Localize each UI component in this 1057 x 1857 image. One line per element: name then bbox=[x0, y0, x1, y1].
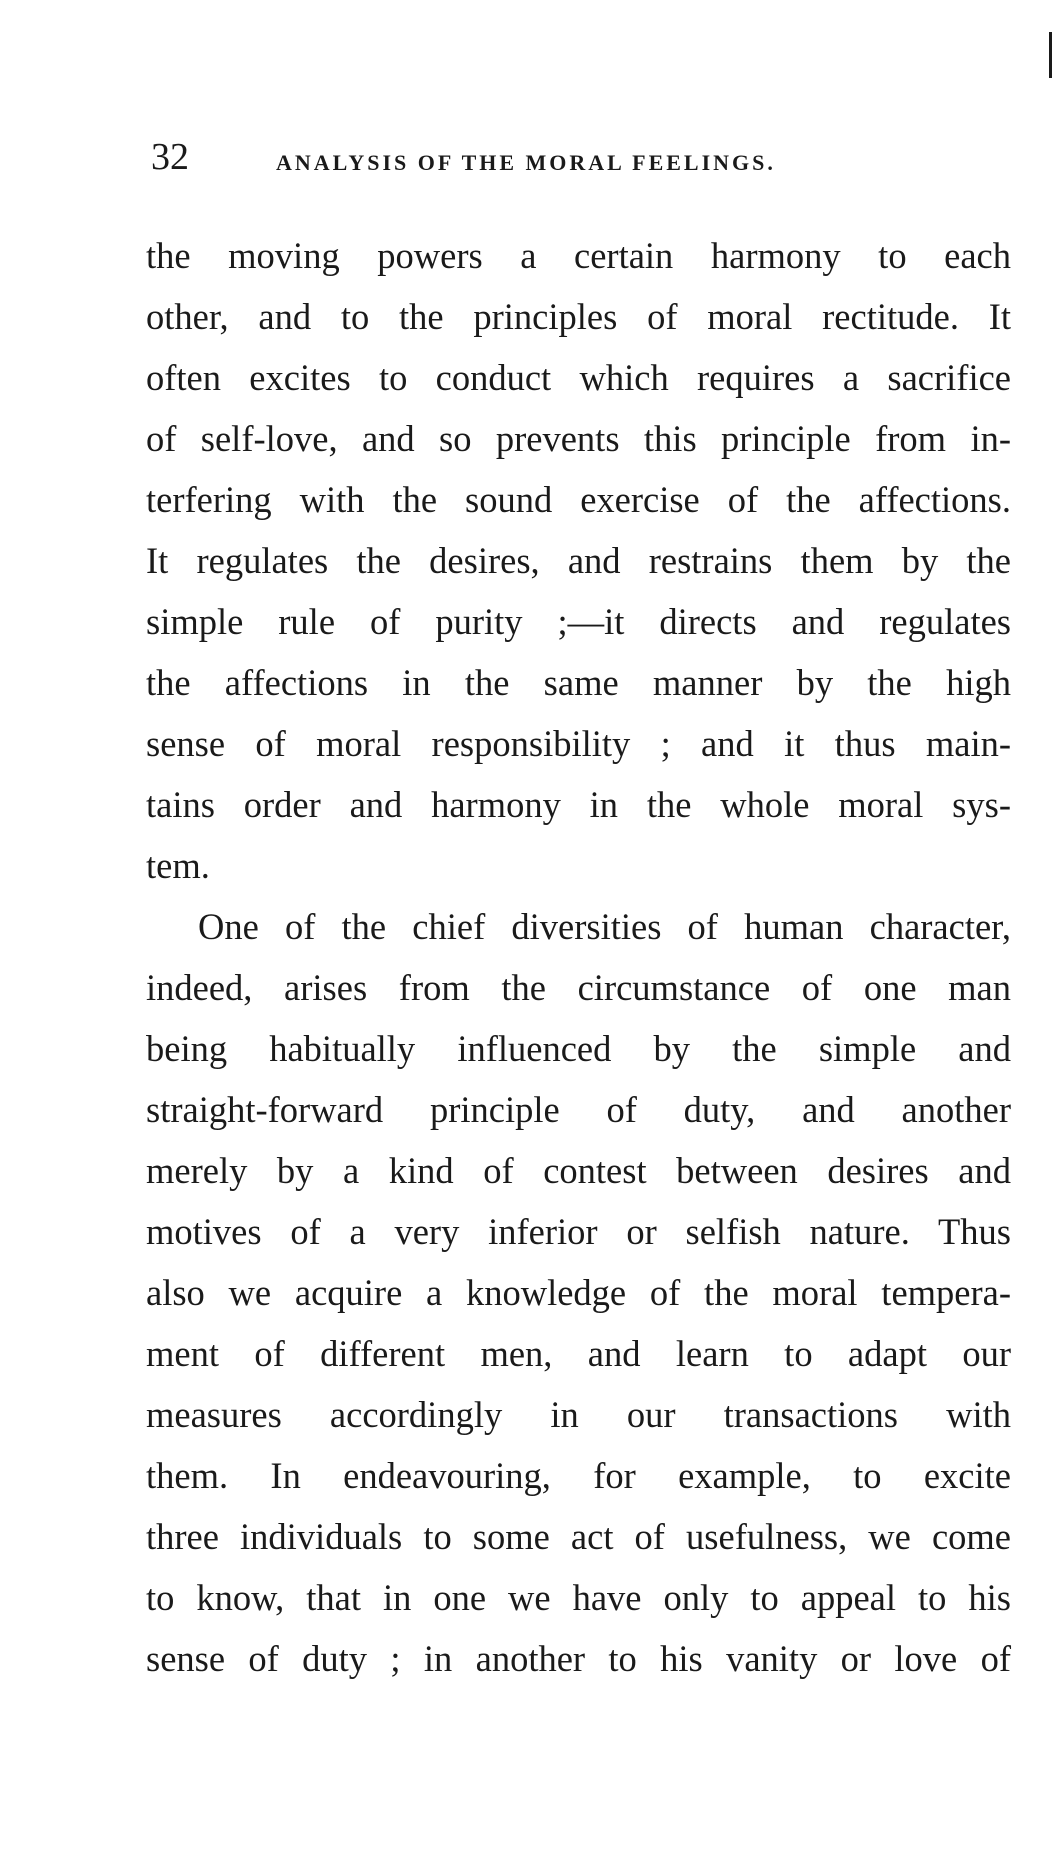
paragraph bbox=[146, 225, 1011, 896]
text-line: tains order and harmony in the whole moral sys- bbox=[146, 784, 1011, 825]
text-line: simple rule of purity ;—it directs and regulates bbox=[146, 601, 1011, 642]
text-line: them. In endeavouring, for example, to excite bbox=[146, 1455, 1011, 1496]
page-edge-mark bbox=[1049, 32, 1052, 78]
text-line: the moving powers a certain harmony to each bbox=[146, 235, 1011, 276]
text-line: One of the chief diversities of human character, bbox=[198, 906, 1011, 947]
paragraph bbox=[146, 896, 1011, 1689]
text-line: being habitually influenced by the simple and bbox=[146, 1028, 1011, 1069]
page-header bbox=[151, 138, 1011, 198]
text-line: ment of different men, and learn to adapt our bbox=[146, 1333, 1011, 1374]
text-line: It regulates the desires, and restrains them by the bbox=[146, 540, 1011, 581]
text-line: three individuals to some act of usefulness, we come bbox=[146, 1516, 1011, 1557]
running-head: ANALYSIS OF THE MORAL FEELINGS. bbox=[276, 150, 776, 175]
text-line: often excites to conduct which requires a sacrifice bbox=[146, 357, 1011, 398]
text-line: other, and to the principles of moral rectitude. It bbox=[146, 296, 1011, 337]
page-number: 32 bbox=[151, 136, 189, 178]
text-line: indeed, arises from the circumstance of one man bbox=[146, 967, 1011, 1008]
text-line: terfering with the sound exercise of the affections. bbox=[146, 479, 1011, 520]
text-line: motives of a very inferior or selfish nature. Thus bbox=[146, 1211, 1011, 1252]
text-line: straight-forward principle of duty, and another bbox=[146, 1089, 1011, 1130]
text-line: tem. bbox=[146, 845, 210, 886]
text-line: of self-love, and so prevents this principle from in- bbox=[146, 418, 1011, 459]
text-line: sense of duty ; in another to his vanity or love of bbox=[146, 1638, 1011, 1679]
body-text bbox=[146, 225, 1011, 1689]
text-line: merely by a kind of contest between desires and bbox=[146, 1150, 1011, 1191]
text-line: measures accordingly in our transactions with bbox=[146, 1394, 1011, 1435]
text-line: also we acquire a knowledge of the moral tempera- bbox=[146, 1272, 1011, 1313]
text-line: to know, that in one we have only to appeal to his bbox=[146, 1577, 1011, 1618]
text-line: the affections in the same manner by the high bbox=[146, 662, 1011, 703]
text-line: sense of moral responsibility ; and it thus main- bbox=[146, 723, 1011, 764]
